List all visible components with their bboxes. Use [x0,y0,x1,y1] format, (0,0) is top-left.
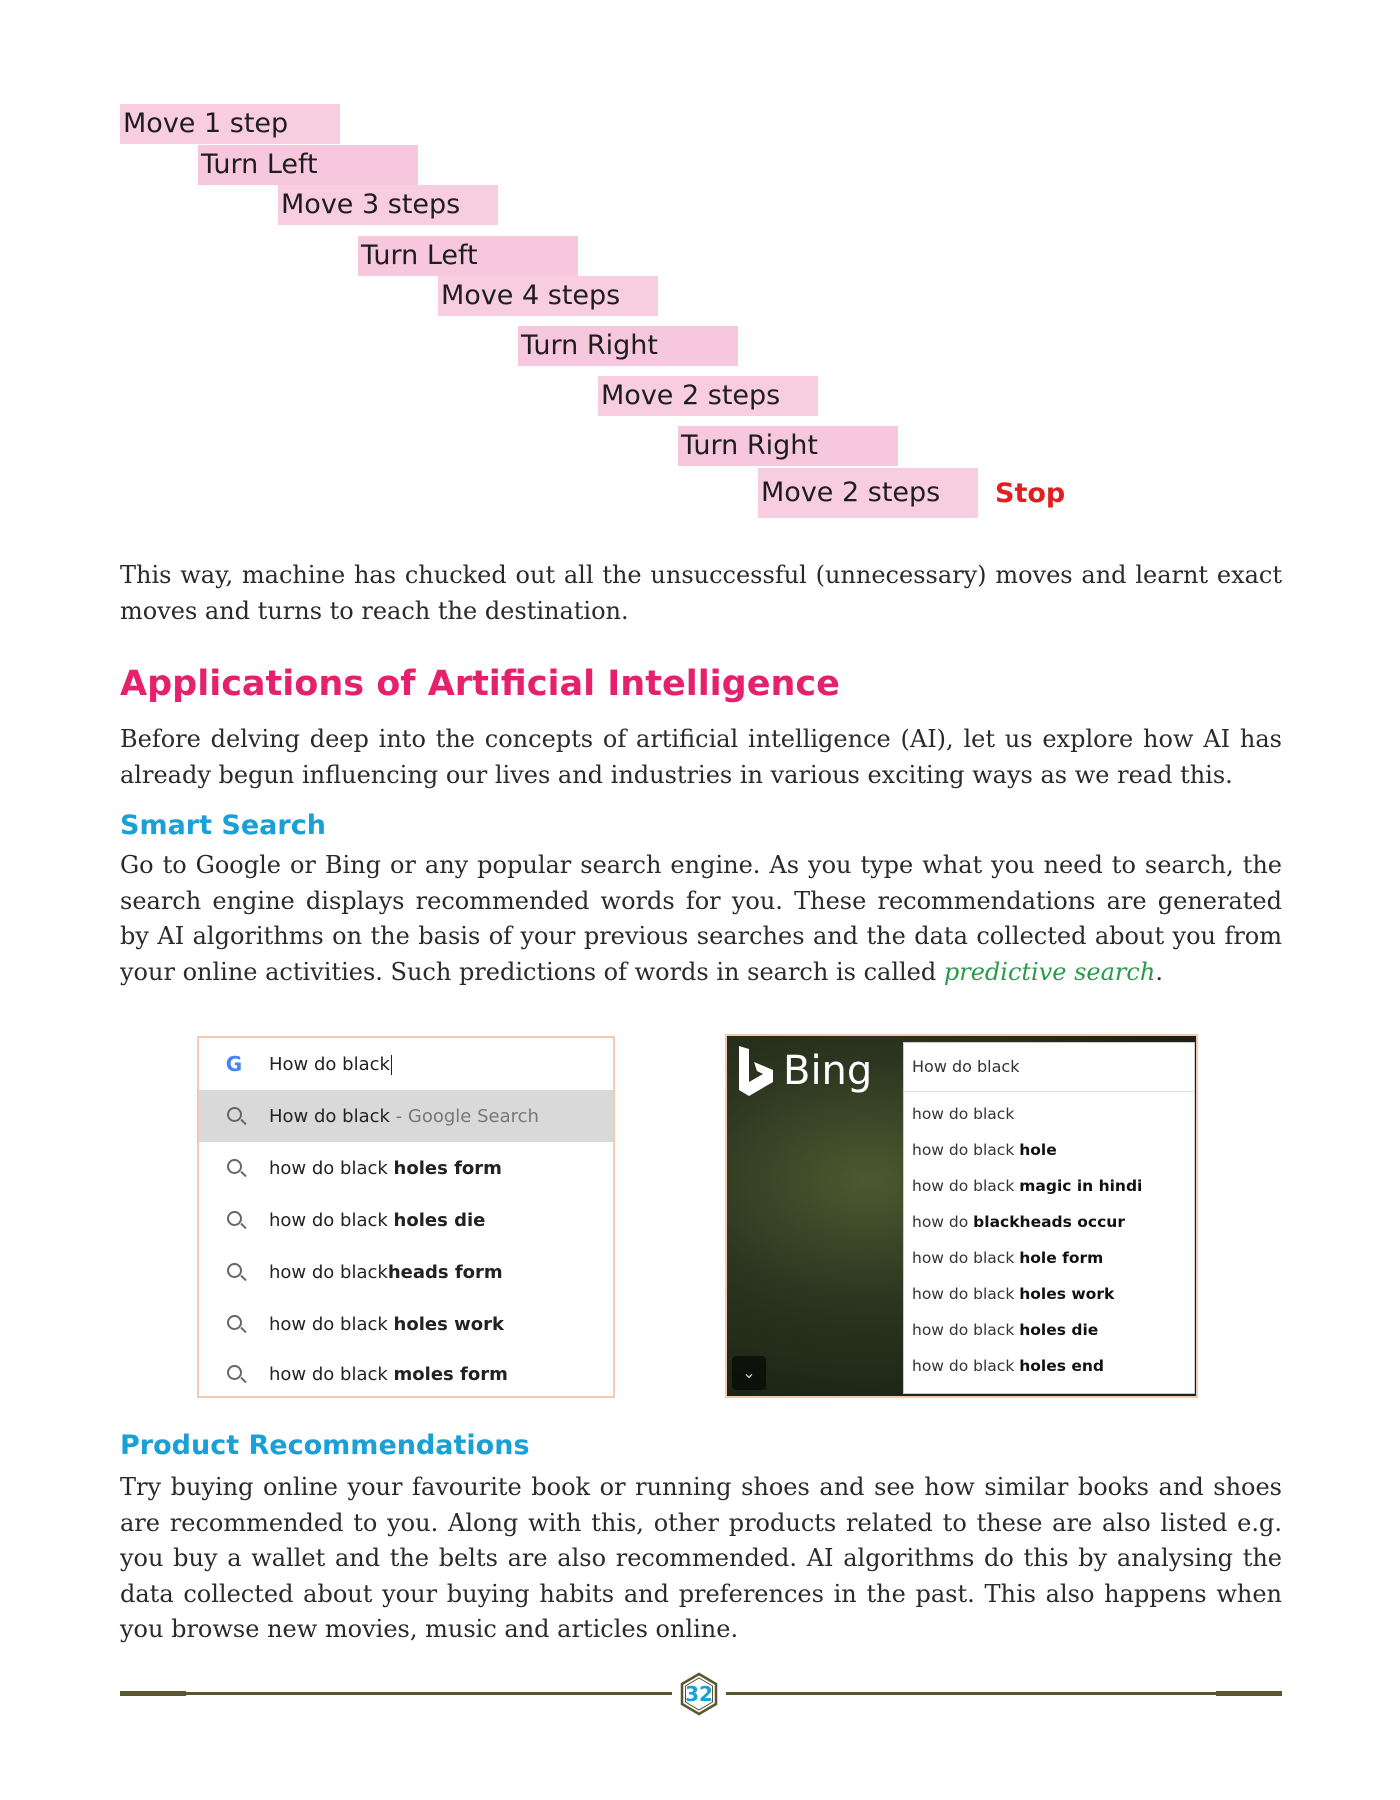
footer-rule-left [186,1692,672,1695]
footer-rule-left-cap [120,1691,186,1696]
bing-suggestion-list [903,1042,1195,1394]
google-suggestion-5[interactable]: how do black moles form [199,1348,613,1398]
bing-search-screenshot [725,1034,1198,1398]
footer-rule-right [726,1692,1216,1695]
smart-search-text: Go to Google or Bing or any popular search engine. As you type what you need to search, the search engine displays recommended words for you. These recommendations are generated by AI algorithms on the basis of your previous searches and the data collected about you from your online activities. Such predictions of words in search is called [120,851,1282,986]
search-icon [199,1106,269,1127]
search-icon [199,1158,269,1179]
step-6: Turn Right [518,326,738,366]
search-icon [199,1210,269,1231]
step-3: Move 3 steps [278,185,498,225]
bing-suggestion-6[interactable]: how do black holes die [912,1321,1099,1339]
bing-suggestion-4[interactable]: how do black hole form [912,1249,1104,1267]
smart-search-end: . [1155,957,1163,986]
product-recommendations-body: Try buying online your favourite book or running shoes and see how similar books and shoes are recommended to you. Along with this, other products related to these are also listed e.g. you buy a wallet and the belts are also recommended. AI algorithms do this by analysing the data collected about your buying habits and preferences in the past. This also happens when you browse new movies, music and articles online. [120,1473,1282,1643]
google-suggestion-0[interactable]: How do black - Google Search [199,1090,613,1142]
bing-suggestion-5[interactable]: how do black holes work [912,1285,1115,1303]
google-g-icon: G [225,1052,243,1076]
intro-paragraph: This way, machine has chucked out all the unsuccessful (unnecessary) moves and learnt exact moves and turns to reach the destination. [120,561,1282,625]
bing-suggestion-2[interactable]: how do black magic in hindi [912,1177,1143,1195]
product-recommendations-heading: Product Recommendations [120,1430,530,1461]
page-number: 32 [685,1682,713,1706]
google-suggestion-2[interactable]: how do black holes die [199,1194,613,1246]
search-icon [199,1364,269,1385]
google-suggestion-4[interactable]: how do black holes work [199,1298,613,1350]
google-suggestion-3[interactable]: how do blackheads form [199,1246,613,1298]
smart-search-heading: Smart Search [120,810,326,841]
step-2: Turn Left [198,145,418,185]
google-search-screenshot [197,1036,615,1398]
step-7: Move 2 steps [598,376,818,416]
google-search-input[interactable] [199,1038,613,1090]
search-icon [199,1314,269,1335]
step-8: Turn Right [678,426,898,466]
section-intro: Before delving deep into the concepts of artificial intelligence (AI), let us explore how AI has already begun influencing our lives and industries in various exciting ways as we read this. [120,725,1282,789]
bing-brand [735,1044,872,1098]
bing-brand-name: Bing [783,1048,873,1094]
step-5: Move 4 steps [438,276,658,316]
bing-suggestion-1[interactable]: how do black hole [912,1141,1057,1159]
step-9: Move 2 steps [758,468,978,518]
google-query: How do black [269,1053,390,1075]
search-icon [199,1262,269,1283]
bing-suggestion-0[interactable]: how do black [912,1105,1015,1123]
bing-suggestion-3[interactable]: how do blackheads occur [912,1213,1125,1231]
step-4: Turn Left [358,236,578,276]
bing-suggestion-7[interactable]: how do black holes end [912,1357,1105,1375]
google-suggestion-1[interactable]: how do black holes form [199,1142,613,1194]
smart-search-body [120,848,1282,990]
step-1: Move 1 step [120,104,340,144]
bing-search-input[interactable]: How do black [904,1043,1194,1092]
chevron-down-icon[interactable]: ⌄ [732,1356,766,1390]
section-title: Applications of Artificial Intelligence [120,664,840,704]
bing-logo-icon [735,1044,777,1098]
stop-label: Stop [995,478,1066,509]
footer-rule-right-cap [1216,1691,1282,1696]
predictive-search-term: predictive search [943,957,1156,986]
